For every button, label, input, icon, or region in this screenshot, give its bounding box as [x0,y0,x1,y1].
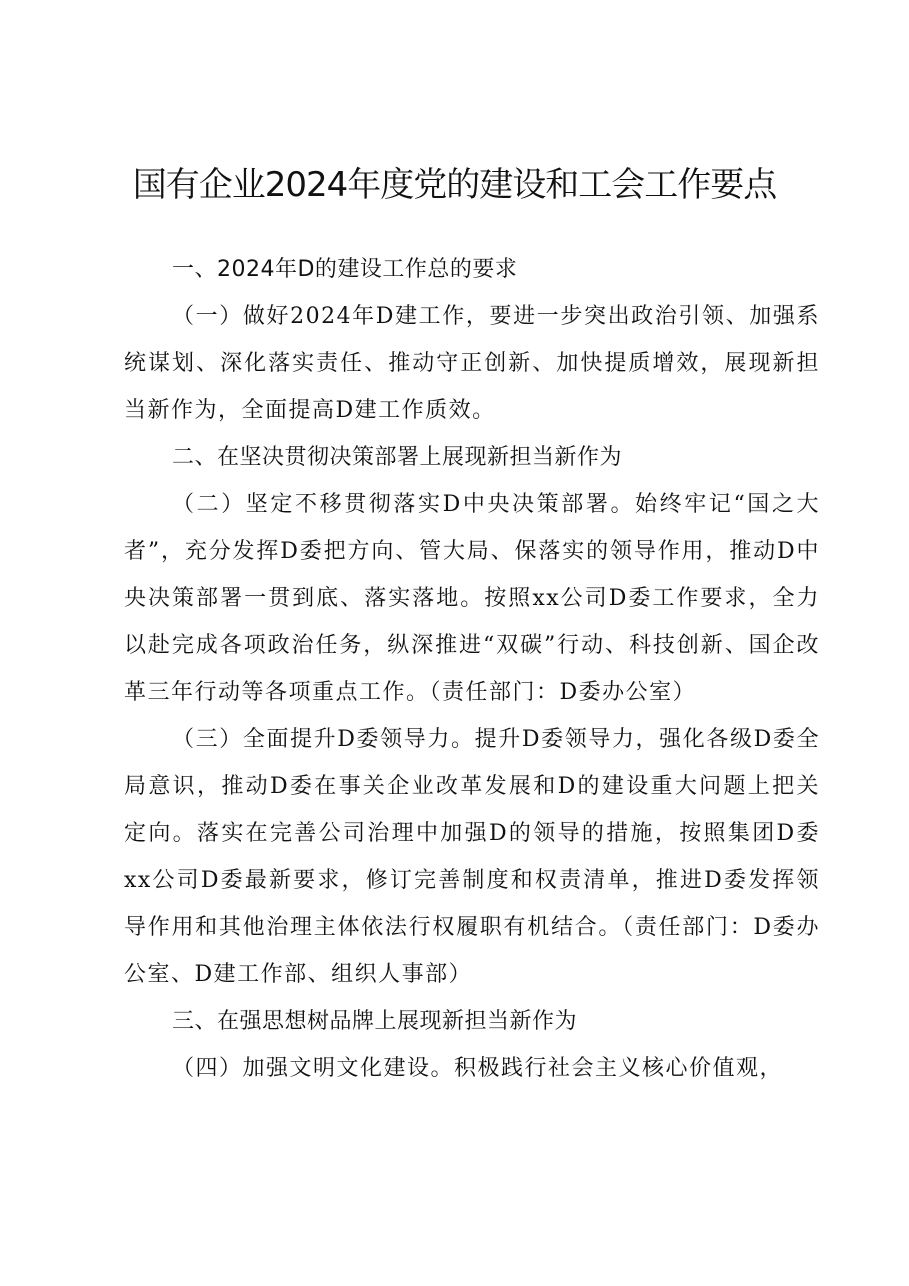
paragraph-3: （三）全面提升D委领导力。提升D委领导力，强化各级D委全局意识，推动D委在事关企业改革发展和D的建设重大问题上把关定向。落实在完善公司治理中加强D的领导的措施，按照集团D委xx公司D委最新要求，修订完善制度和权责清单，推进D委发挥领导作用和其他治理主体依法行权履职有机结合。（责任部门：D委办公室、D建工作部、组织人事部） [124,727,820,987]
paragraph-1: （一）做好2024年D建工作，要进一步突出政治引领、加强系统谋划、深化落实责任、推动守正创新、加快提质增效，展现新担当新作为，全面提高D建工作质效。 [124,304,820,423]
section-heading-1: 一、2024年D的建设工作总的要求 [172,257,518,282]
paragraph-4: （四）加强文明文化建设。积极践行社会主义核心价值观， [172,1056,784,1081]
section-heading-2: 二、在坚决贯彻决策部署上展现新担当新作为 [172,445,623,470]
document-body [124,246,820,1092]
paragraph-2: （二）坚定不移贯彻落实D中央决策部署。始终牢记“国之大者”，充分发挥D委把方向、管大局、保落实的领导作用，推动D中央决策部署一贯到底、落实落地。按照xx公司D委工作要求，全力以赴完成各项政治任务，纵深推进“双碳”行动、科技创新、国企改革三年行动等各项重点工作。（责任部门：D委办公室） [124,492,820,705]
document-title: 国有企业2024年度党的建设和工会工作要点 [132,165,777,205]
section-heading-3: 三、在强思想树品牌上展现新担当新作为 [172,1009,578,1034]
